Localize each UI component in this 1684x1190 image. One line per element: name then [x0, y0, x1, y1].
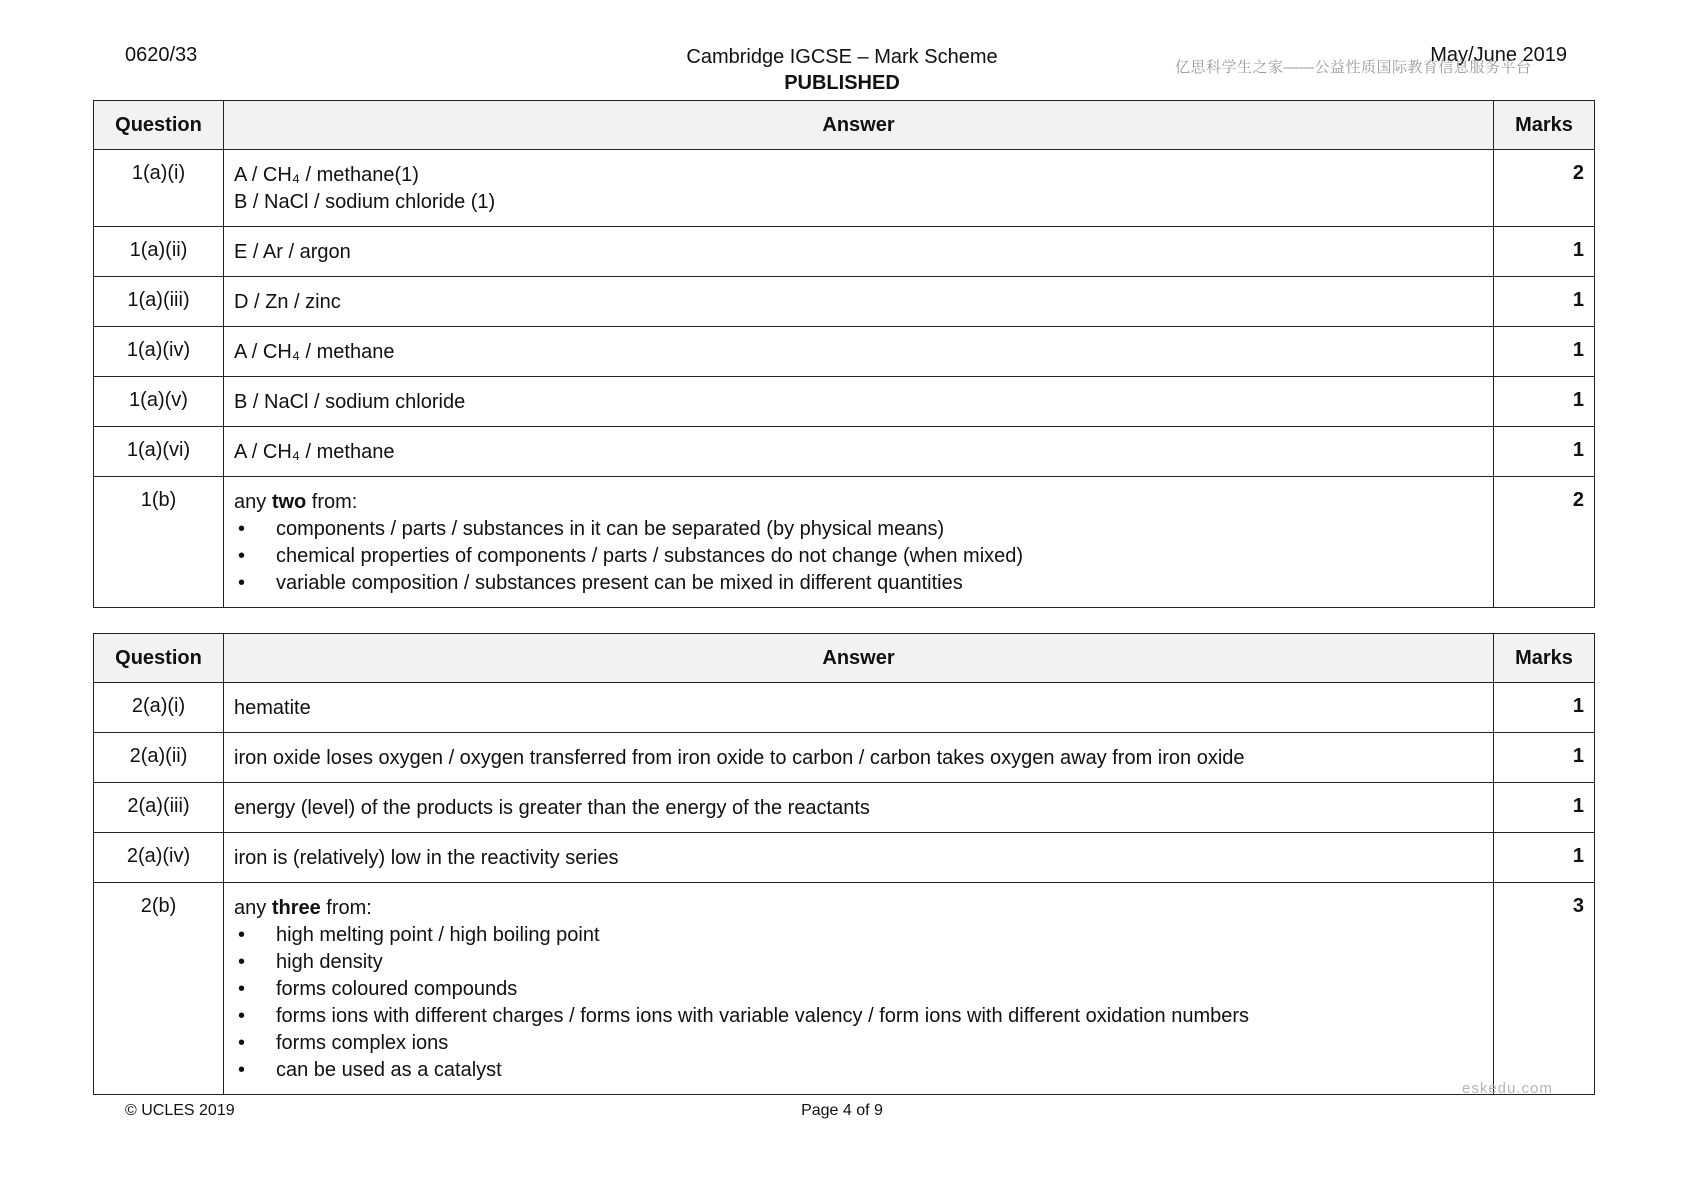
answer-cell: [224, 427, 1494, 477]
question-number: 2(a)(iii): [94, 783, 224, 833]
answer-cell: [224, 227, 1494, 277]
answer-cell: [224, 277, 1494, 327]
intro-count: two: [271, 491, 307, 513]
answer-cell: [224, 783, 1494, 833]
question-number: 2(a)(iv): [94, 833, 224, 883]
table-row: [94, 833, 1595, 883]
page-number: Page 4 of 9: [801, 1102, 883, 1119]
answer-line: hematite: [234, 697, 311, 719]
marks-value: 1: [1494, 227, 1595, 277]
bullet-list: [234, 516, 1483, 597]
published-label: PUBLISHED: [784, 72, 900, 94]
intro-text: any: [234, 897, 272, 919]
answer-intro: [234, 489, 1483, 516]
question-number: 1(a)(v): [94, 377, 224, 427]
answer-intro: [234, 895, 1483, 922]
table-header-row: [94, 634, 1595, 683]
answer-line: D / Zn / zinc: [234, 291, 341, 313]
bullet-item: • high melting point / high boiling point: [234, 922, 1483, 949]
footer-watermark: eskedu.com: [1462, 1080, 1553, 1097]
answer-line: iron oxide loses oxygen / oxygen transferred from iron oxide to carbon / carbon takes oxygen away from iron oxide: [234, 747, 1245, 769]
question-column-header: Question: [94, 634, 224, 683]
bullet-item: • can be used as a catalyst: [234, 1057, 1483, 1084]
question-number: 1(a)(iii): [94, 277, 224, 327]
bullet-item: • high density: [234, 949, 1483, 976]
table-row: [94, 683, 1595, 733]
question-number: 2(a)(ii): [94, 733, 224, 783]
bullet-item: • forms coloured compounds: [234, 976, 1483, 1003]
copyright: © UCLES 2019: [125, 1102, 235, 1119]
table-row: [94, 883, 1595, 1095]
question-number: 2(b): [94, 883, 224, 1095]
marks-column-header: Marks: [1494, 101, 1595, 150]
table-row: [94, 733, 1595, 783]
mark-scheme-table-q1: [93, 100, 1595, 608]
intro-text: from:: [320, 897, 372, 919]
bullet-list: [234, 922, 1483, 1084]
watermark-text: 亿思科学生之家——公益性质国际教育信息服务平台: [1175, 59, 1532, 76]
intro-text: from:: [306, 491, 358, 513]
bullet-item: • forms complex ions: [234, 1030, 1483, 1057]
table-row: [94, 277, 1595, 327]
answer-cell: [224, 327, 1494, 377]
marks-value: 2: [1494, 150, 1595, 227]
intro-count: three: [271, 897, 321, 919]
marks-value: 1: [1494, 377, 1595, 427]
bullet-item: • forms ions with different charges / forms ions with variable valency / form ions with different oxidation numbers: [234, 1003, 1483, 1030]
intro-text: any: [234, 491, 272, 513]
answer-cell: [224, 733, 1494, 783]
table-row: [94, 150, 1595, 227]
marks-value: 1: [1494, 783, 1595, 833]
answer-line: B / NaCl / sodium chloride: [234, 391, 466, 413]
answer-cell: [224, 377, 1494, 427]
question-number: 2(a)(i): [94, 683, 224, 733]
answer-cell: [224, 683, 1494, 733]
bullet-item: • variable composition / substances present can be mixed in different quantities: [234, 570, 1483, 597]
table-row: [94, 477, 1595, 608]
answer-column-header: Answer: [224, 101, 1494, 150]
table-row: [94, 227, 1595, 277]
marks-column-header: Marks: [1494, 634, 1595, 683]
exam-session: May/June 2019: [1430, 44, 1567, 66]
question-number: 1(b): [94, 477, 224, 608]
paper-code: 0620/33: [125, 44, 198, 66]
title-text: Cambridge IGCSE – Mark Scheme: [686, 46, 998, 68]
table-row: [94, 783, 1595, 833]
answer-cell: [224, 833, 1494, 883]
answer-cell: [224, 883, 1494, 1095]
question-number: 1(a)(iv): [94, 327, 224, 377]
table-row: [94, 377, 1595, 427]
bullet-item: • chemical properties of components / parts / substances do not change (when mixed): [234, 543, 1483, 570]
answer-line: A / CH₄ / methane: [234, 441, 395, 463]
marks-value: 1: [1494, 683, 1595, 733]
question-column-header: Question: [94, 101, 224, 150]
answer-line: energy (level) of the products is greater than the energy of the reactants: [234, 797, 870, 819]
answer-line: E / Ar / argon: [234, 241, 351, 263]
table-row: [94, 427, 1595, 477]
marks-value: 1: [1494, 277, 1595, 327]
answer-line: iron is (relatively) low in the reactivity series: [234, 847, 619, 869]
answer-line: B / NaCl / sodium chloride (1): [234, 191, 496, 213]
question-number: 1(a)(vi): [94, 427, 224, 477]
marks-value: 2: [1494, 477, 1595, 608]
mark-scheme-table-q2: [93, 633, 1595, 1095]
answer-cell: [224, 477, 1494, 608]
marks-value: 1: [1494, 833, 1595, 883]
answer-line: A / CH₄ / methane(1): [234, 164, 419, 186]
table-header-row: [94, 101, 1595, 150]
bullet-item: • components / parts / substances in it can be separated (by physical means): [234, 516, 1483, 543]
question-number: 1(a)(ii): [94, 227, 224, 277]
table-row: [94, 327, 1595, 377]
marks-value: 3: [1494, 883, 1595, 1095]
answer-column-header: Answer: [224, 634, 1494, 683]
marks-value: 1: [1494, 327, 1595, 377]
marks-value: 1: [1494, 733, 1595, 783]
marks-value: 1: [1494, 427, 1595, 477]
answer-cell: [224, 150, 1494, 227]
question-number: 1(a)(i): [94, 150, 224, 227]
answer-line: A / CH₄ / methane: [234, 341, 395, 363]
